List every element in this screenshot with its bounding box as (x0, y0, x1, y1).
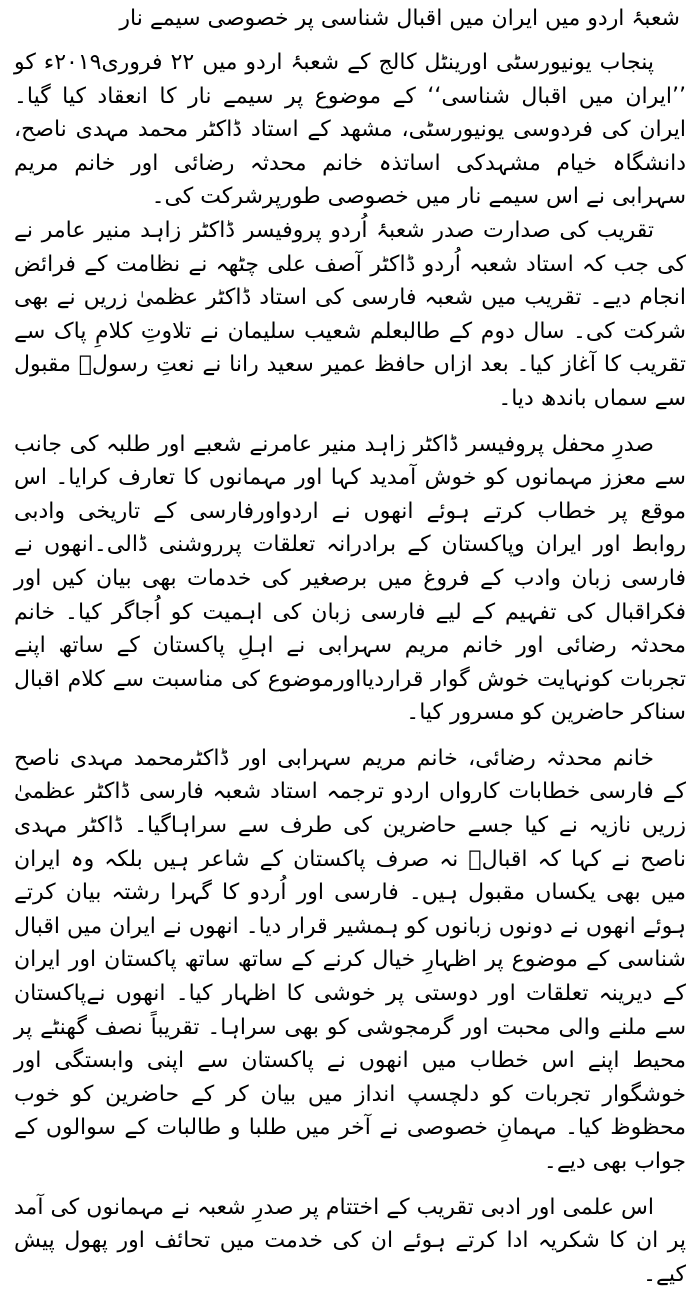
news-article (14, 4, 686, 1291)
article-paragraph-intro: پنجاب یونیورسٹی اورینٹل کالج کے شعبۂ اردو میں ۲۲ فروری۲۰۱۹ء کو ’’ایران میں اقبال شناسی‘‘ کے موضوع پر سیمے نار کا انعقاد کیا گیا۔ ایران کی فردوسی یونیورسٹی، مشھد کے استاد ڈاکٹر محمد مہدی ناصح، دانشگاہ خیام مشہدکی اساتذہ خانم محدثہ رضائی اور خانم مریم سہرابی نے اس سیمے نار میں خصوصی طورپرشرکت کی۔ (14, 50, 686, 210)
article-paragraph-ceremony: تقریب کی صدارت صدر شعبۂ اُردو پروفیسر ڈاکٹر زاہد منیر عامر نے کی جب کہ استاد شعبہ اُردو ڈاکٹر آصف علی چٹھہ نے نظامت کے فرائض انجام دیے۔ تقریب میں شعبہ فارسی کی استاد ڈاکٹر عظمیٰ زریں نے بھی شرکت کی۔ سال دوم کے طالبعلم شعیب سلیمان نے تلاوتِ کلامِ پاک سے تقریب کا آغاز کیا۔ بعد ازاں حافظ عمیر سعید رانا نے نعتِ رسولؐ مقبول سے سماں باندھ دیا۔ (14, 217, 686, 411)
article-paragraph-welcome: صدرِ محفل پروفیسر ڈاکٹر زاہد منیر عامرنے شعبے اور طلبہ کی جانب سے معزز مہمانوں کو خوش آمدید کہا اور مہمانوں کا تعارف کرایا۔ اس موقع پر خطاب کرتے ہوئے انھوں نے اردواورفارسی کے تاریخی وادبی روابط اور ایران وپاکستان کے برادرانہ تعلقات پرروشنی ڈالی۔انھوں نے فارسی زبان وادب کے فروغ میں برصغیر کی خدمات بھی بیان کیں اور فکراقبال کی تفہیم کے لیے فارسی زبان کی اہمیت کو اُجاگر کیا۔ خانم محدثہ رضائی اور خانم مریم سہرابی نے اہلِ پاکستان کے ساتھ اپنے تجربات کونہایت خوش گوار قراردیااورموضوع کی مناسبت سے کلام اقبال سناکر حاضرین کو مسرور کیا۔ (14, 431, 686, 726)
article-paragraph-closing: اس علمی اور ادبی تقریب کے اختتام پر صدرِ شعبہ نے مہمانوں کی آمد پر ان کا شکریہ ادا کرتے ہوئے ان کی خدمت میں تحائف اور پھول پیش کیے۔ (14, 1194, 686, 1287)
article-title: شعبۂ اردو میں ایران میں اقبال شناسی پر خصوصی سیمے نار (119, 6, 680, 31)
article-paragraph-speeches: خانم محدثہ رضائی، خانم مریم سہرابی اور ڈاکٹرمحمد مہدی ناصح کے فارسی خطابات کارواں اردو ترجمہ استاد شعبہ فارسی ڈاکٹر عظمیٰ زریں نازیہ نے کیا جسے حاضرین کی طرف سے سراہاگیا۔ ڈاکٹر مہدی ناصح نے کہا کہ اقبالؒ نہ صرف پاکستان کے شاعر ہیں بلکہ وہ ایران میں بھی یکساں مقبول ہیں۔ فارسی اور اُردو کا گہرا رشتہ بیان کرتے ہوئے انھوں نے دونوں زبانوں کو ہمشیر قرار دیا۔ انھوں نے ایران میں اقبال شناسی کے موضوع پر اظہارِ خیال کرنے کے ساتھ ساتھ پاکستان اور ایران کے دیرینہ تعلقات اور دوستی پر خوشی کا اظہار کیا۔ انھوں نےپاکستان سے ملنے والی محبت اور گرمجوشی کو بھی سراہا۔ تقریباً نصف گھنٹے پر محیط اپنے اس خطاب میں انھوں نے پاکستان سے اپنی وابستگی اور خوشگوار تجربات کو دلچسپ انداز میں بیان کر کے حاضرین کو خوب محظوظ کیا۔ مہمانِ خصوصی نے آخر میں طلبا و طالبات کے سوالوں کے جواب بھی دیے۔ (14, 745, 686, 1174)
